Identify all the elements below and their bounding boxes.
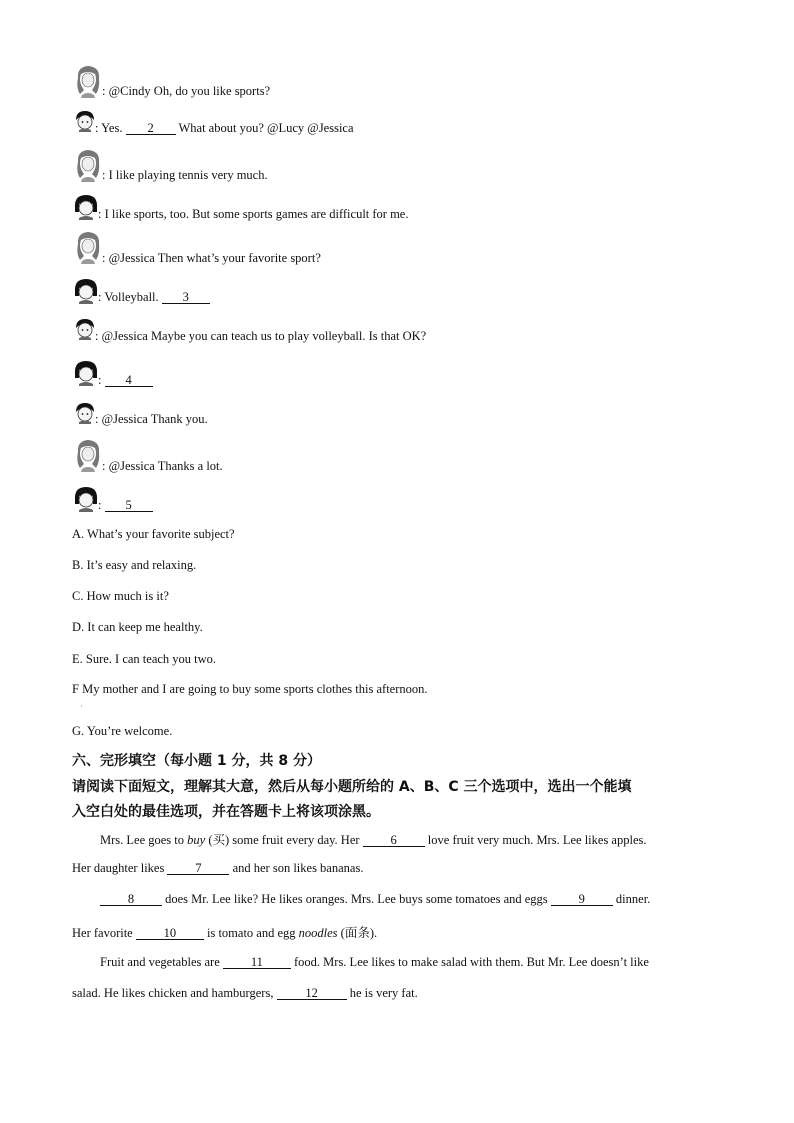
chat-line-6: : Volleyball. 3 [98, 290, 210, 305]
option-d: D. It can keep me healthy. [72, 620, 203, 634]
boy-avatar-icon [74, 110, 96, 132]
answer-blank-6[interactable]: 6 [363, 834, 425, 847]
answer-blank-7[interactable]: 7 [167, 862, 229, 875]
passage-line-6: salad. He likes chicken and hamburgers, 12 he is very fat. [72, 986, 418, 1000]
girl-avatar-icon [74, 64, 102, 98]
chat-line-1: : @Cindy Oh, do you like sports? [102, 84, 271, 98]
section-instruction-1: 请阅读下面短文，理解其大意，然后从每小题所给的 A、B、C 三个选项中，选出一个能填 [72, 779, 632, 795]
boy-avatar-icon [74, 318, 96, 340]
chat-line-5: : @Jessica Then what’s your favorite sport? [102, 251, 321, 265]
passage-line-4: Her favorite 10 is tomato and egg noodles (面条). [72, 926, 378, 940]
passage-line-2: Her daughter likes 7 and her son likes bananas. [72, 861, 364, 875]
option-g: G. You’re welcome. [72, 724, 173, 738]
stray-dot: · [80, 702, 83, 711]
answer-blank-10[interactable]: 10 [136, 927, 204, 940]
answer-blank-9[interactable]: 9 [551, 893, 613, 906]
passage-line-5: Fruit and vegetables are 11 food. Mrs. Lee likes to make salad with them. But Mr. Lee doesn’t like [100, 955, 649, 969]
girl-avatar-icon [74, 230, 102, 264]
answer-blank-3[interactable]: 3 [162, 291, 210, 304]
chat-line-10: : @Jessica Thanks a lot. [102, 459, 223, 473]
chat-line-11: : 5 [98, 498, 153, 513]
girl-avatar-icon [74, 148, 102, 182]
chat-line-9: : @Jessica Thank you. [95, 412, 208, 426]
girl-avatar-icon [74, 438, 102, 472]
chat-line-3: : I like playing tennis very much. [102, 168, 268, 182]
boy-avatar-icon [74, 402, 96, 424]
chat-line-7: : @Jessica Maybe you can teach us to play volleyball. Is that OK? [95, 329, 427, 343]
answer-blank-4[interactable]: 4 [105, 374, 153, 387]
option-c: C. How much is it? [72, 589, 169, 603]
chat-line-4: : I like sports, too. But some sports games are difficult for me. [98, 207, 409, 221]
answer-blank-12[interactable]: 12 [277, 987, 347, 1000]
short-hair-avatar-icon [74, 360, 98, 386]
answer-blank-8[interactable]: 8 [100, 893, 162, 906]
option-b: B. It’s easy and relaxing. [72, 558, 197, 572]
short-hair-avatar-icon [74, 278, 98, 304]
section-instruction-2: 入空白处的最佳选项，并在答题卡上将该项涂黑。 [72, 804, 380, 820]
short-hair-avatar-icon [74, 194, 98, 220]
passage-line-3: 8 does Mr. Lee like? He likes oranges. Mrs. Lee buys some tomatoes and eggs 9 dinner. [100, 892, 650, 907]
chat-line-2: : Yes. 2 What about you? @Lucy @Jessica [95, 121, 354, 135]
short-hair-avatar-icon [74, 486, 98, 512]
option-e: E. Sure. I can teach you two. [72, 652, 217, 666]
passage-line-1: Mrs. Lee goes to buy (买) some fruit every day. Her 6 love fruit very much. Mrs. Lee likes apples. [100, 833, 647, 847]
option-f: F My mother and I are going to buy some sports clothes this afternoon. [72, 682, 428, 696]
answer-blank-2[interactable]: 2 [126, 122, 176, 135]
section-heading: 六、完形填空（每小题 1 分，共 8 分） [72, 753, 321, 769]
option-a: A. What’s your favorite subject? [72, 527, 235, 541]
answer-blank-11[interactable]: 11 [223, 956, 291, 969]
chat-line-8: : 4 [98, 373, 153, 388]
answer-blank-5[interactable]: 5 [105, 499, 153, 512]
